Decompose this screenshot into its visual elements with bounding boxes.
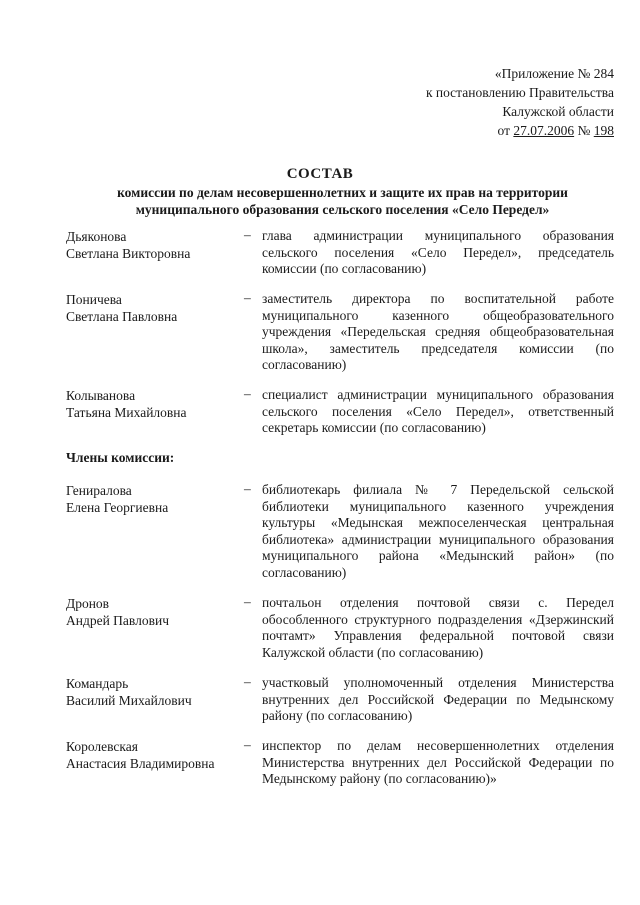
dash-separator: –	[244, 674, 251, 689]
member-name	[66, 387, 236, 421]
member-surname: Колыванова	[66, 388, 136, 403]
document-title: СОСТАВ	[286, 166, 354, 182]
member-name	[66, 595, 236, 629]
appendix-number-prefix: №	[574, 123, 594, 138]
member-name	[66, 482, 236, 516]
document-subtitle	[80, 184, 605, 218]
member-surname: Гениралова	[66, 483, 132, 498]
member-surname: Королевская	[66, 739, 138, 754]
member-name	[66, 675, 236, 709]
member-role: специалист администрации муниципального образования сельского поселения «Село Передел», ответственный секретарь комиссии (по согласованию)	[262, 387, 614, 435]
member-given-name: Василий Михайлович	[66, 693, 192, 708]
member-role: инспектор по делам несовершеннолетних отделения Министерства внутренних дел Российской Федерации по Медынскому району (по согласованию)»	[262, 738, 614, 786]
member-role: заместитель директора по воспитательной работе муниципального казенного общеобразовательного учреждения «Передельская средняя общеобразовательная школа», заместитель председателя комиссии (по согласованию)	[262, 291, 614, 372]
members-section-heading: Члены комиссии:	[66, 450, 175, 465]
dash-separator: –	[244, 594, 251, 609]
member-name	[66, 228, 236, 262]
dash-separator: –	[244, 227, 251, 242]
member-given-name: Елена Георгиевна	[66, 500, 169, 515]
member-role: участковый уполномоченный отделения Министерства внутренних дел Российской Федерации по Медынскому району (по согласованию)	[262, 675, 614, 723]
appendix-header	[426, 64, 614, 140]
member-surname: Командарь	[66, 676, 129, 691]
appendix-date-prefix: от	[497, 123, 514, 138]
appendix-line-1: «Приложение № 284	[494, 66, 614, 81]
appendix-line-3: Калужской области	[502, 104, 614, 119]
member-surname: Дьяконова	[66, 229, 127, 244]
dash-separator: –	[244, 481, 251, 496]
member-surname: Поничева	[66, 292, 122, 307]
member-given-name: Светлана Павловна	[66, 309, 178, 324]
appendix-line-2: к постановлению Правительства	[425, 85, 614, 100]
member-role: глава администрации муниципального образования сельского поселения «Село Передел», председатель комиссии (по согласованию)	[262, 228, 614, 276]
subtitle-line-1: комиссии по делам несовершеннолетних и защите их прав на территории	[117, 185, 568, 200]
member-given-name: Татьяна Михайловна	[66, 405, 187, 420]
subtitle-line-2: муниципального образования сельского поселения «Село Передел»	[135, 202, 550, 217]
member-name	[66, 738, 236, 772]
dash-separator: –	[244, 386, 251, 401]
member-given-name: Анастасия Владимировна	[66, 756, 215, 771]
member-given-name: Светлана Викторовна	[66, 246, 191, 261]
dash-separator: –	[244, 290, 251, 305]
member-surname: Дронов	[66, 596, 110, 611]
appendix-date: 27.07.2006	[513, 123, 575, 138]
member-role: почтальон отделения почтовой связи с. Передел обособленного структурного подразделения «Дзержинский почтамт» Управления федеральной почтовой связи Калужской области (по согласованию)	[262, 595, 614, 660]
appendix-number: 198	[593, 123, 614, 138]
appendix-line-4	[426, 121, 614, 140]
dash-separator: –	[244, 737, 251, 752]
member-name	[66, 291, 236, 325]
member-role: библиотекарь филиала № 7 Передельской сельской библиотеки муниципального казенного учреждения культуры «Медынская межпоселенческая центральная библиотека» администрации муниципального образования муниципального района «Медынский район» (по согласованию)	[262, 482, 614, 580]
member-given-name: Андрей Павлович	[66, 613, 169, 628]
